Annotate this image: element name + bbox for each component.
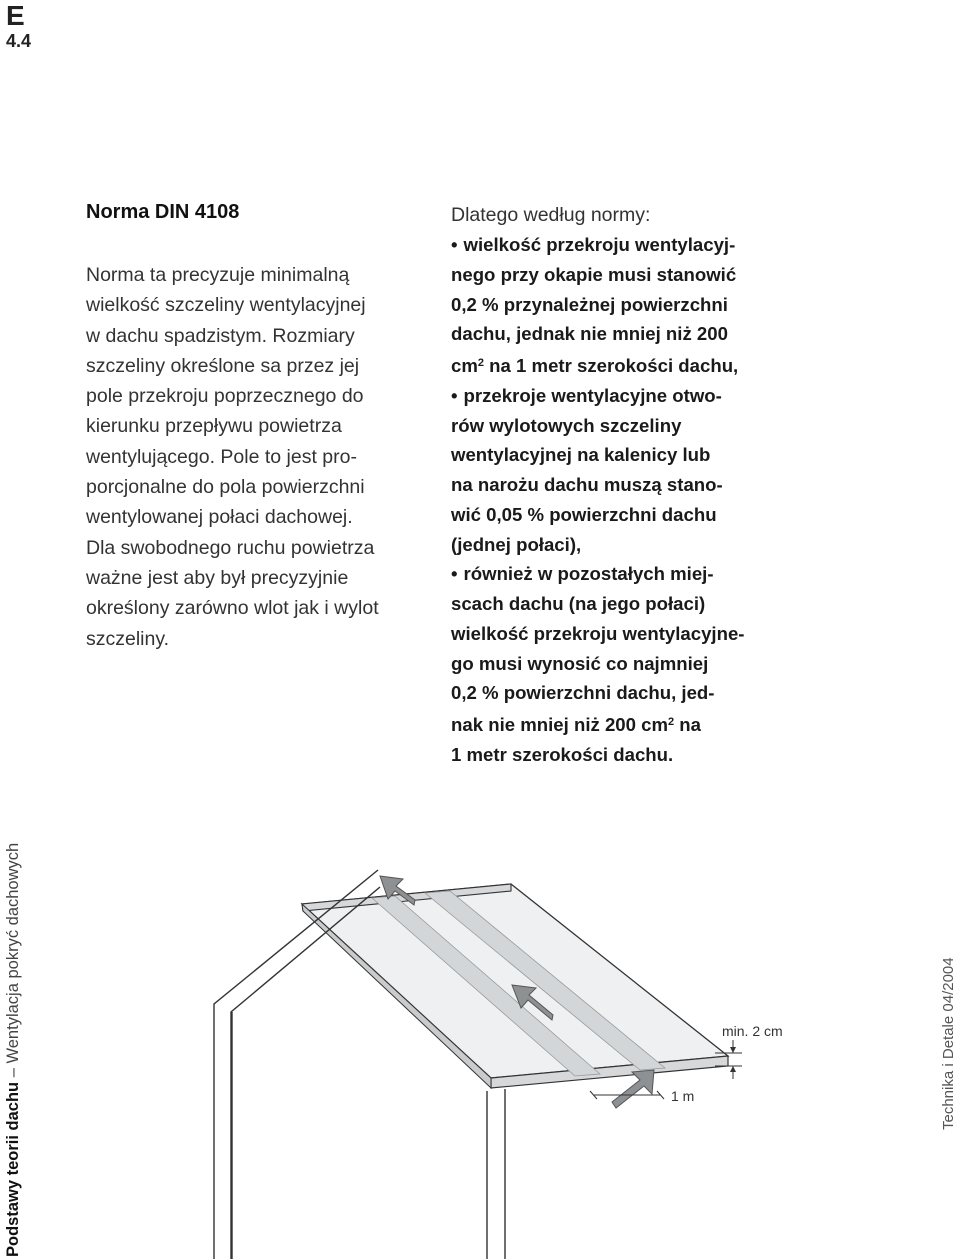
line-rest: na 1 metr szerokości dachu, xyxy=(484,355,739,376)
superscript: 2 xyxy=(477,357,484,369)
paragraph-line: wielkość szczeliny wentylacyjnej xyxy=(86,294,366,317)
line-rest: na xyxy=(674,714,702,735)
unit-text: cm xyxy=(451,355,478,376)
section-heading: Norma DIN 4108 xyxy=(86,201,240,223)
caption-rest: Wentylacja pokryć dachowych xyxy=(4,842,22,1064)
superscript: 2 xyxy=(668,716,675,728)
bullet-line: • przekroje wentylacyjne otwo- xyxy=(451,381,781,411)
bullet-line: scach dachu (na jego połaci) xyxy=(451,593,706,614)
caption-dash: – xyxy=(4,1063,22,1082)
paragraph-line: szczeliny określone sa przez jej xyxy=(86,354,360,377)
bullet-line: • wielkość przekroju wentylacyj- xyxy=(451,230,781,260)
bullet-line: dachu, jednak nie mniej niż 200 xyxy=(451,323,728,345)
paragraph-line: pole przekroju poprzecznego do xyxy=(86,385,364,408)
paragraph-line: kierunku przepływu powietrza xyxy=(86,415,342,438)
bullet-line: wielkość przekroju wentylacyjne- xyxy=(451,622,745,644)
bullet-line: na narożu dachu muszą stano- xyxy=(451,474,723,495)
bullet-line: 0,2 % przynależnej powierzchni xyxy=(451,293,728,315)
bullet-line: (jednej połaci), xyxy=(451,533,582,555)
bullet-line: • również w pozostałych miej- xyxy=(451,559,781,589)
paragraph-line: w dachu spadzistym. Rozmiary xyxy=(86,324,355,347)
dimension-width xyxy=(590,1088,694,1104)
paragraph-line: szczeliny. xyxy=(86,627,170,650)
caption-bold: Podstawy teorii dachu xyxy=(4,1081,22,1257)
gap-label: min. 2 cm xyxy=(722,1023,783,1039)
width-label: 1 m xyxy=(671,1088,695,1104)
chapter-letter: E xyxy=(6,0,25,31)
line-text: nak nie mniej niż 200 cm xyxy=(451,714,669,735)
paragraph-line: wentylującego. Pole to jest pro- xyxy=(86,445,357,468)
side-caption-left xyxy=(4,843,23,1257)
bullet-line: 0,2 % powierzchni dachu, jed- xyxy=(451,682,715,704)
paragraph-line: porcjonalne do pola powierzchni xyxy=(86,476,365,499)
dimension-gap xyxy=(715,1023,783,1079)
bullet-line: rów wylotowych szczeliny xyxy=(451,414,682,436)
paragraph-line: ważne jest aby był precyzyjnie xyxy=(86,566,349,589)
side-caption-right: Technika i Detale 04/2004 xyxy=(940,957,957,1130)
norm-intro: Dlatego według normy: xyxy=(451,204,651,226)
bullet-line: wentylacyjnej na kalenicy lub xyxy=(451,444,711,466)
paragraph-line: określony zarówno wlot jak i wylot xyxy=(86,597,379,620)
paragraph-line: Dla swobodnego ruchu powietrza xyxy=(86,536,375,559)
bullet-line: wić 0,05 % powierzchni dachu xyxy=(451,503,717,525)
bullet-line: go musi wynosić co najmniej xyxy=(451,652,709,674)
section-number: 4.4 xyxy=(6,31,32,51)
paragraph-line: Norma ta precyzuje minimalną xyxy=(86,264,350,286)
paragraph-line: wentylowanej połaci dachowej. xyxy=(86,506,353,529)
bullet-line: nego przy okapie musi stanowić xyxy=(451,263,737,285)
bullet-line: 1 metr szerokości dachu. xyxy=(451,743,674,765)
